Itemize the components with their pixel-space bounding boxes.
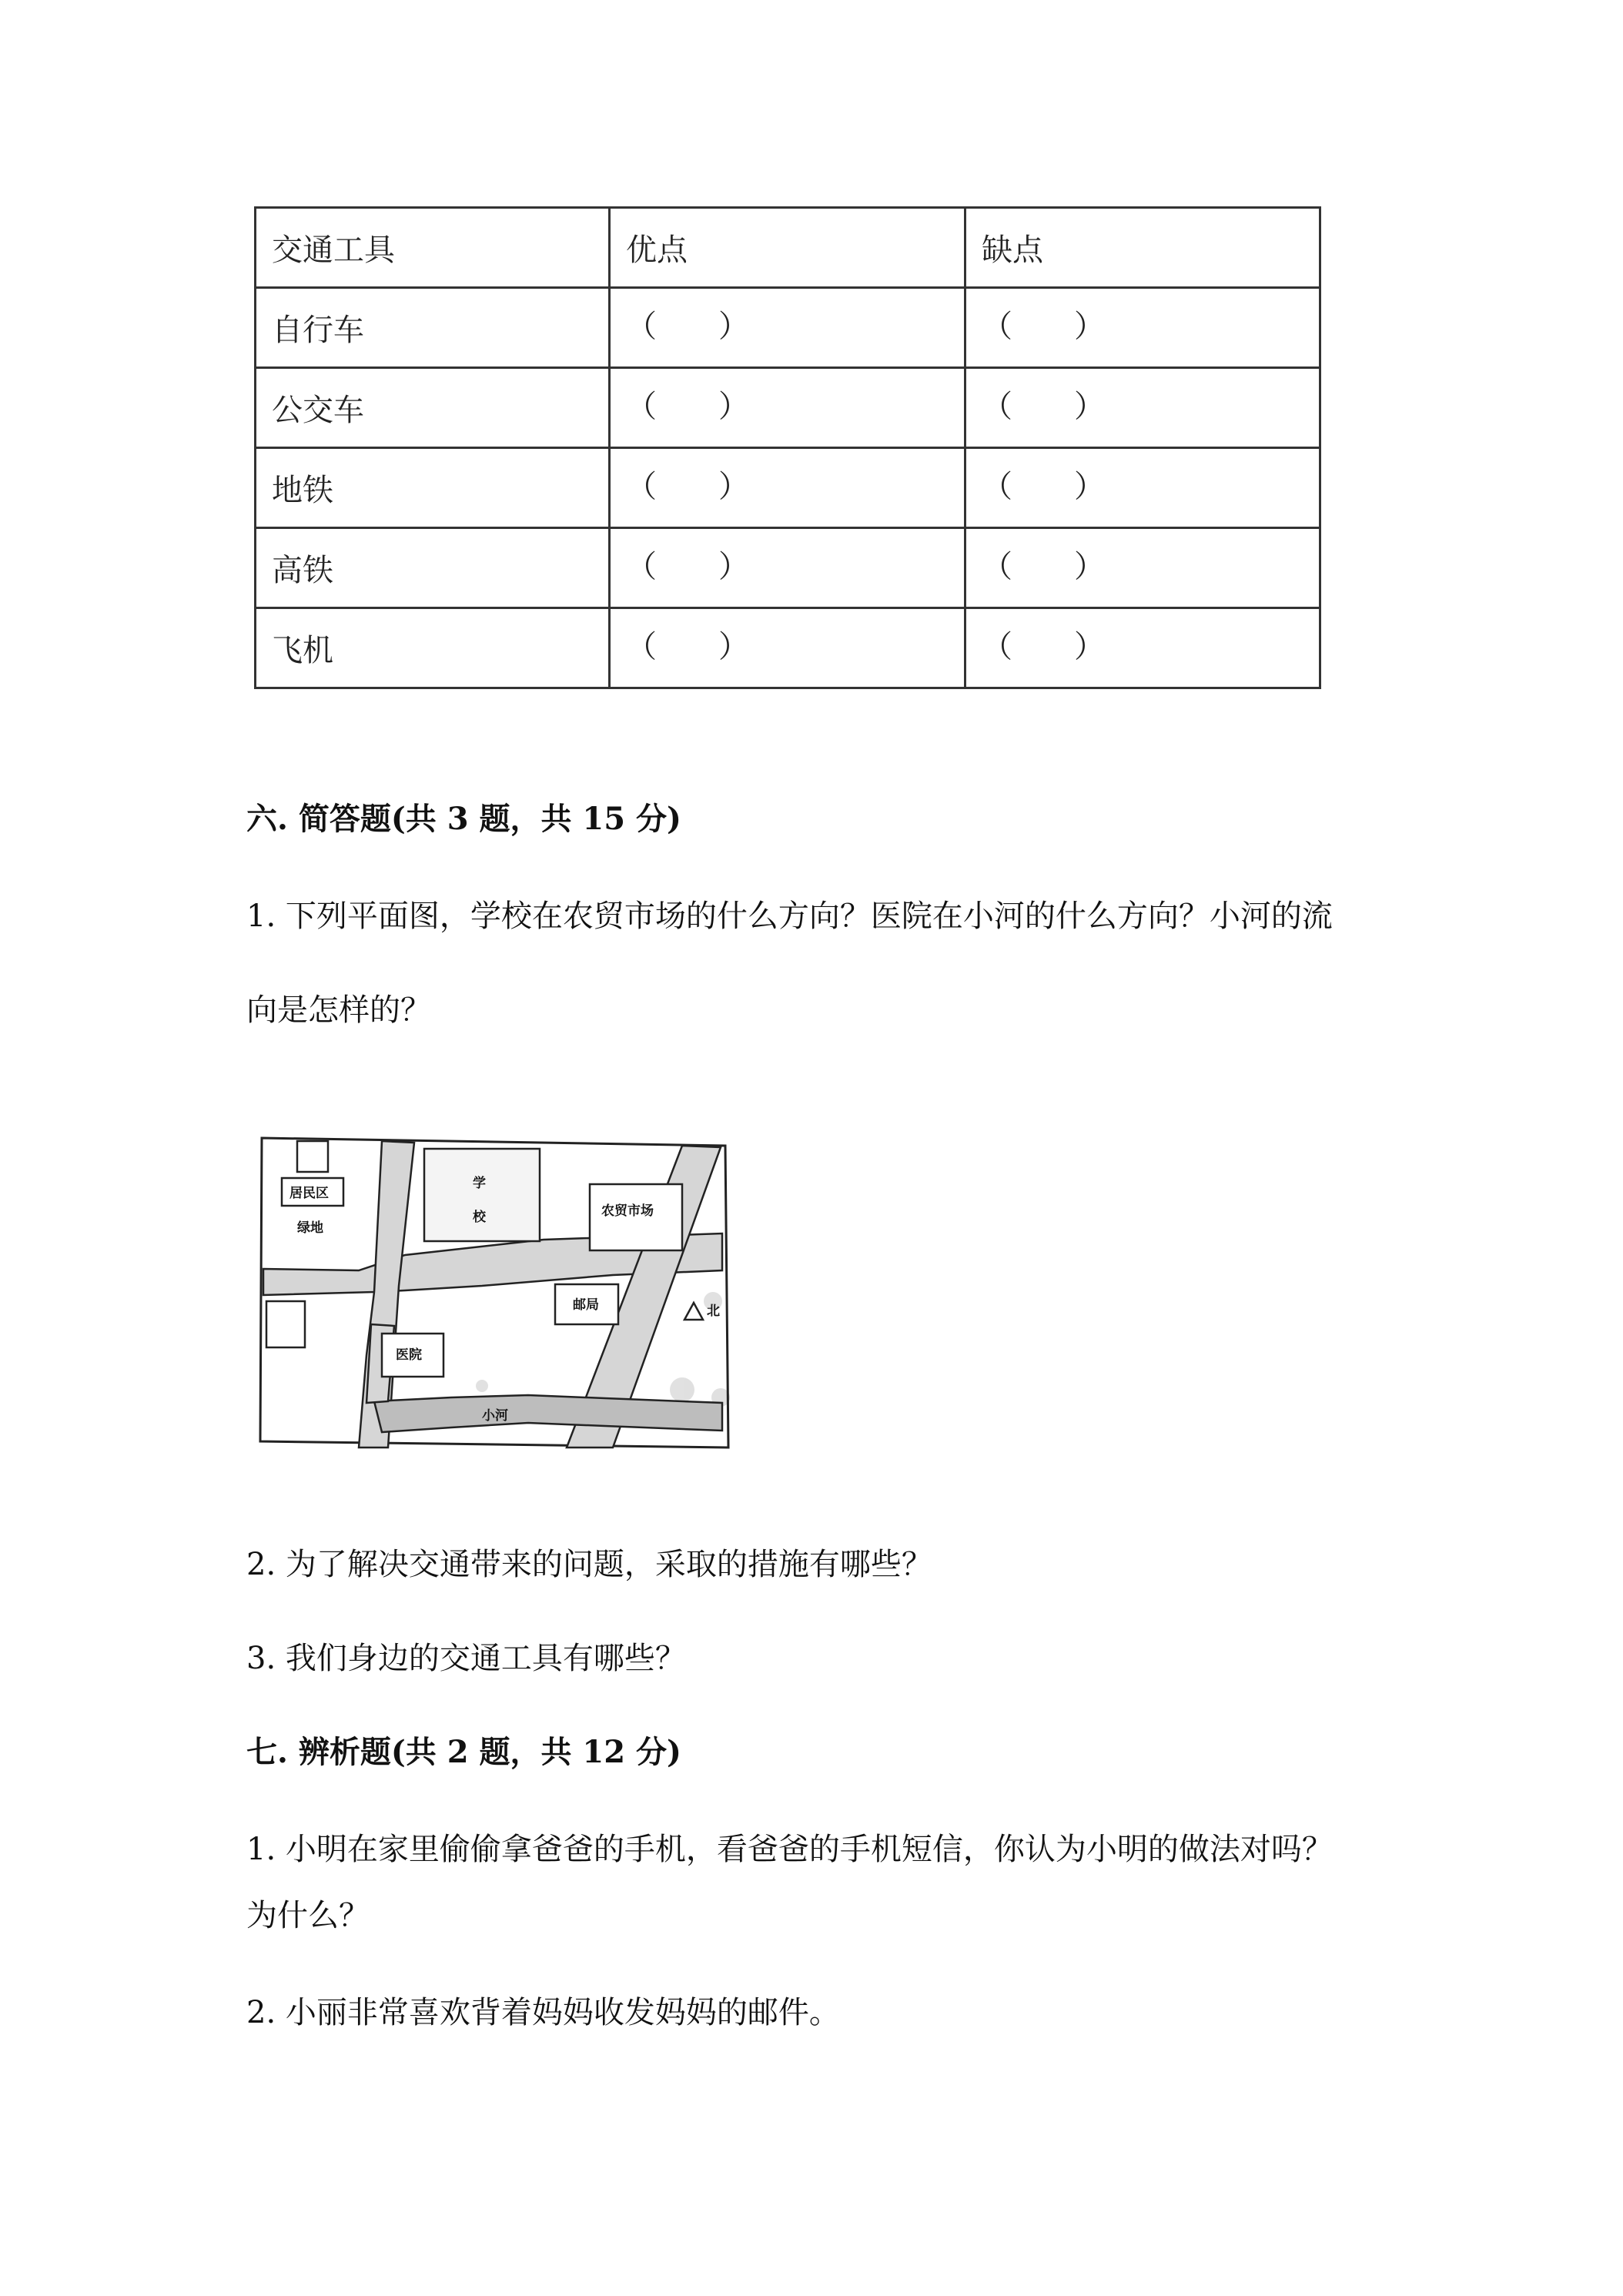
map-label-residential: 居民区 bbox=[289, 1186, 329, 1201]
section-6-question-1-line-2: 向是怎样的？ bbox=[246, 992, 431, 1028]
pro-blank: （ ） bbox=[610, 368, 965, 448]
header-pros: 优点 bbox=[610, 208, 965, 288]
section-7-question-1-line-1: 1. 小明在家里偷偷拿爸爸的手机，看爸爸的手机短信，你认为小明的做法对吗？ bbox=[246, 1832, 1333, 1867]
table-header-row bbox=[256, 208, 1320, 288]
section-6-question-2: 2. 为了解决交通带来的问题，采取的措施有哪些？ bbox=[246, 1547, 932, 1582]
pro-blank: （ ） bbox=[610, 608, 965, 688]
map-label-school-2: 校 bbox=[473, 1210, 486, 1225]
pro-blank: （ ） bbox=[610, 528, 965, 608]
section-7-question-1-line-2: 为什么？ bbox=[246, 1898, 370, 1933]
table-row bbox=[256, 448, 1320, 528]
section-6-question-3: 3. 我们身边的交通工具有哪些？ bbox=[246, 1641, 686, 1676]
vehicle-name: 公交车 bbox=[256, 368, 610, 448]
map-label-river: 小河 bbox=[482, 1408, 508, 1424]
section-7-question-2: 2. 小丽非常喜欢背着妈妈收发妈妈的邮件。 bbox=[246, 1995, 840, 2030]
con-blank: （ ） bbox=[965, 448, 1320, 528]
table-row bbox=[256, 528, 1320, 608]
map-label-hospital: 医院 bbox=[396, 1347, 422, 1363]
map-label-post-office: 邮局 bbox=[573, 1297, 599, 1313]
section-6-question-1-line-1: 1. 下列平面图，学校在农贸市场的什么方向？医院在小河的什么方向？小河的流 bbox=[246, 899, 1333, 934]
con-blank: （ ） bbox=[965, 528, 1320, 608]
header-cons: 缺点 bbox=[965, 208, 1320, 288]
table-row bbox=[256, 288, 1320, 368]
table-row bbox=[256, 608, 1320, 688]
transport-table bbox=[254, 206, 1321, 689]
town-map bbox=[251, 1124, 755, 1455]
con-blank: （ ） bbox=[965, 368, 1320, 448]
vehicle-name: 高铁 bbox=[256, 528, 610, 608]
map-label-north: 北 bbox=[707, 1304, 720, 1319]
map-label-greenland: 绿地 bbox=[297, 1220, 323, 1236]
table-row bbox=[256, 368, 1320, 448]
header-vehicle: 交通工具 bbox=[256, 208, 610, 288]
vehicle-name: 自行车 bbox=[256, 288, 610, 368]
section-6-title: 六. 简答题(共 3 题，共 15 分) bbox=[246, 801, 681, 837]
vehicle-name: 地铁 bbox=[256, 448, 610, 528]
section-7-title: 七. 辨析题(共 2 题，共 12 分) bbox=[246, 1734, 681, 1770]
map-label-market: 农贸市场 bbox=[601, 1203, 654, 1219]
town-map-figure bbox=[251, 1124, 755, 1455]
vehicle-name: 飞机 bbox=[256, 608, 610, 688]
con-blank: （ ） bbox=[965, 288, 1320, 368]
pro-blank: （ ） bbox=[610, 448, 965, 528]
map-label-school-1: 学 bbox=[473, 1176, 486, 1191]
con-blank: （ ） bbox=[965, 608, 1320, 688]
pro-blank: （ ） bbox=[610, 288, 965, 368]
